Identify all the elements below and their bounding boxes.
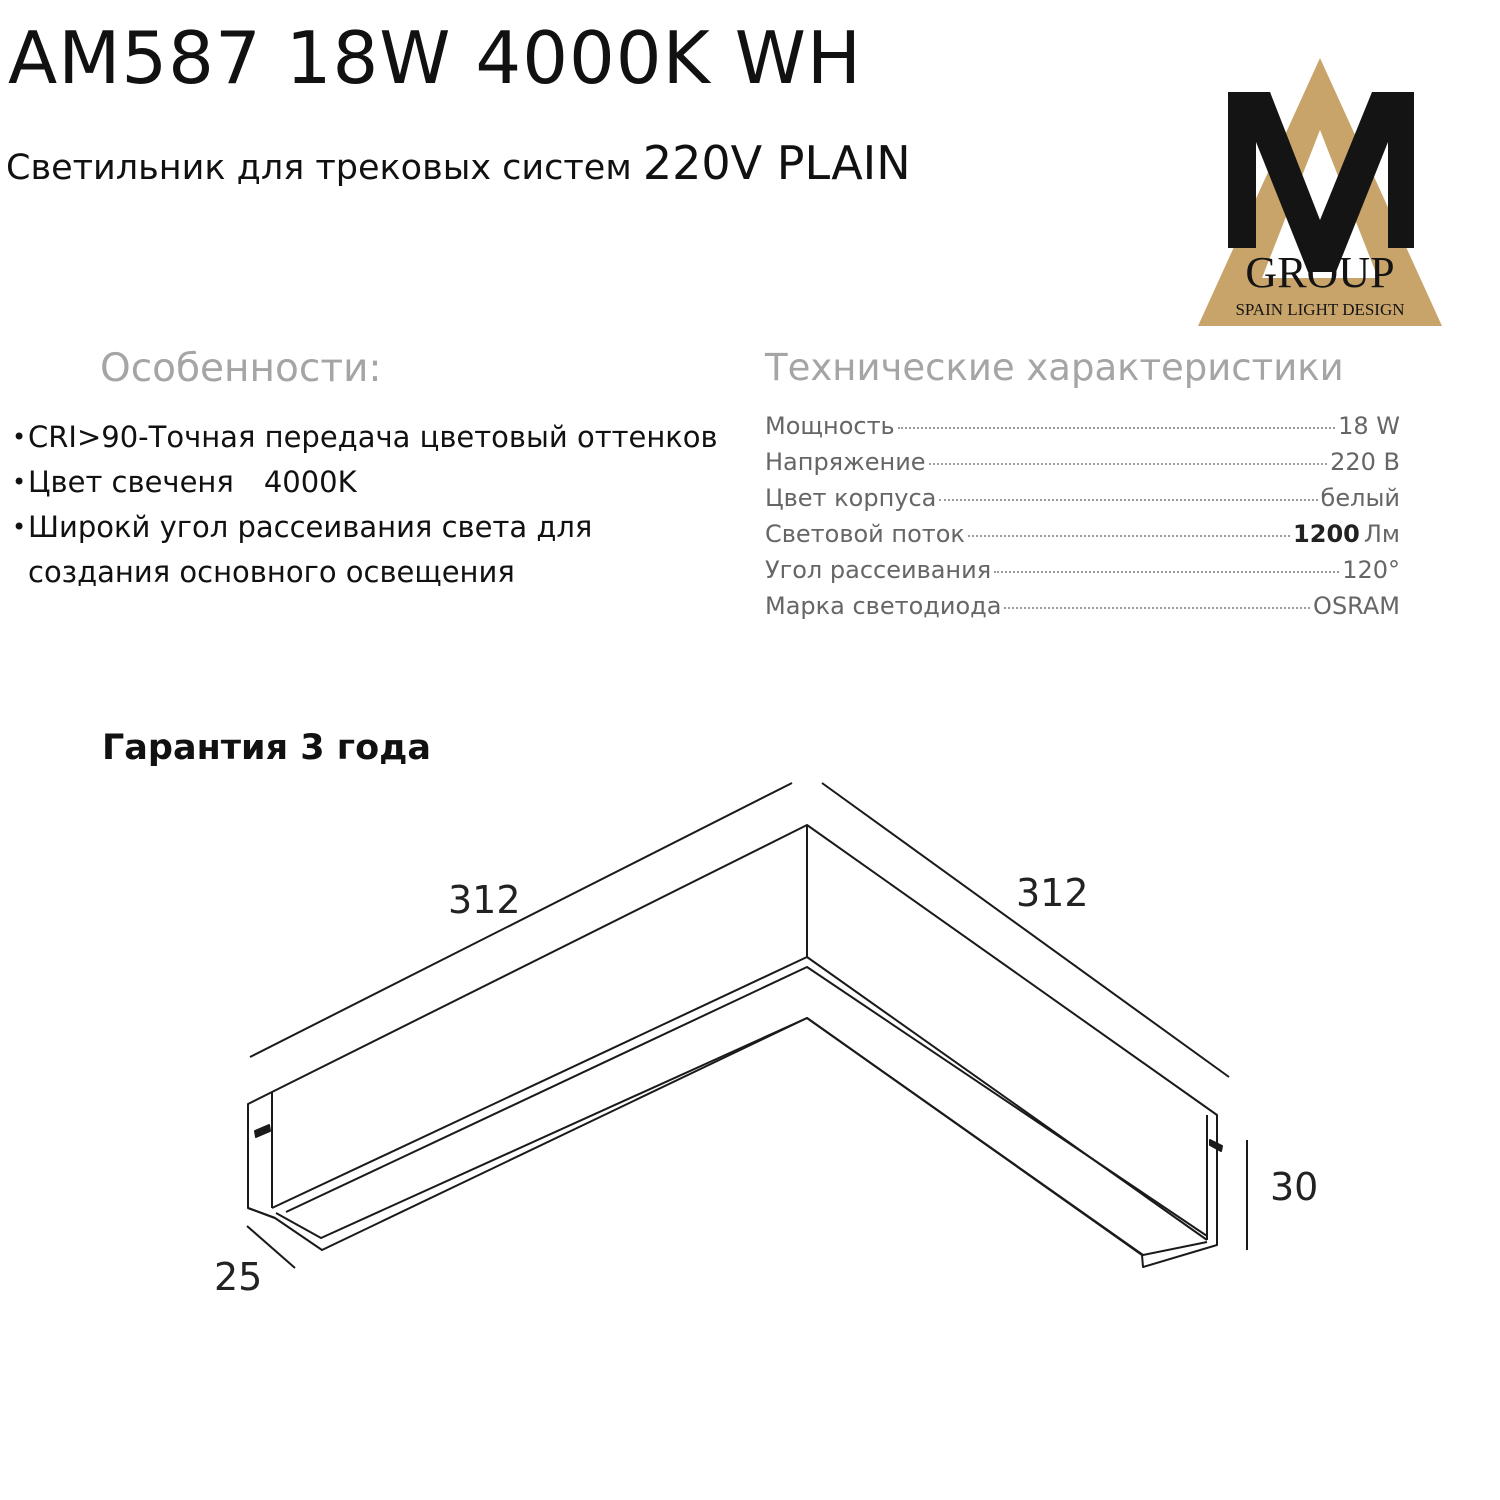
spec-value: Лм bbox=[1363, 520, 1400, 548]
feature-item bbox=[12, 505, 718, 550]
product-subtitle bbox=[6, 136, 911, 190]
logo-tagline: SPAIN LIGHT DESIGN bbox=[1235, 300, 1405, 319]
dim-label-depth: 25 bbox=[214, 1255, 263, 1299]
spec-row bbox=[765, 484, 1400, 520]
spec-leader-dots bbox=[929, 463, 1328, 465]
spec-leader-dots bbox=[968, 535, 1290, 537]
dim-label-left-length: 312 bbox=[448, 878, 521, 922]
feature-text: Цвет свеченя bbox=[28, 465, 234, 499]
feature-item bbox=[12, 415, 718, 460]
spec-leader-dots bbox=[939, 499, 1317, 501]
spec-value: 18 W bbox=[1338, 412, 1400, 440]
dim-line-right bbox=[822, 783, 1229, 1077]
feature-text: создания основного освещения bbox=[28, 555, 515, 589]
feature-item bbox=[12, 460, 718, 505]
spec-value: 120° bbox=[1342, 556, 1400, 584]
spec-leader-dots bbox=[994, 571, 1339, 573]
spec-leader-dots bbox=[898, 427, 1335, 429]
spec-row bbox=[765, 592, 1400, 628]
subtitle-emphasis: 220V PLAIN bbox=[642, 136, 911, 190]
spec-value: OSRAM bbox=[1313, 592, 1400, 620]
feature-text: CRI>90-Точная передача цветовый оттенков bbox=[28, 420, 718, 454]
dim-label-height: 30 bbox=[1270, 1165, 1319, 1209]
warranty-text: Гарантия 3 года bbox=[102, 728, 431, 768]
spec-row bbox=[765, 556, 1400, 592]
subtitle-text: Светильник для трековых систем bbox=[6, 148, 632, 188]
spec-value: белый bbox=[1320, 484, 1400, 512]
features-list bbox=[12, 415, 718, 595]
specs-heading: Технические характеристики bbox=[765, 346, 1344, 389]
feature-value: 4000K bbox=[263, 465, 357, 499]
spec-value: 220 В bbox=[1330, 448, 1400, 476]
spec-label: Световой поток bbox=[765, 520, 965, 548]
dim-line-left bbox=[250, 783, 792, 1057]
spec-row bbox=[765, 520, 1400, 556]
spec-label: Угол рассеивания bbox=[765, 556, 992, 584]
spec-label: Цвет корпуса bbox=[765, 484, 937, 512]
spec-value-number: 1200 bbox=[1293, 520, 1360, 548]
spec-label: Мощность bbox=[765, 412, 895, 440]
spec-label: Напряжение bbox=[765, 448, 926, 476]
specs-table bbox=[765, 412, 1400, 628]
feature-text: Широкй угол рассеивания света для bbox=[28, 510, 593, 544]
dim-label-right-length: 312 bbox=[1016, 871, 1089, 915]
product-title: AM587 18W 4000K WH bbox=[8, 16, 863, 100]
spec-row bbox=[765, 448, 1400, 484]
features-heading: Особенности: bbox=[100, 346, 382, 391]
spec-leader-dots bbox=[1004, 607, 1310, 609]
logo-group-text: GROUP bbox=[1245, 248, 1395, 297]
spec-row bbox=[765, 412, 1400, 448]
feature-item bbox=[12, 550, 718, 595]
spec-label: Марка светодиода bbox=[765, 592, 1002, 620]
brand-logo bbox=[1190, 50, 1450, 335]
